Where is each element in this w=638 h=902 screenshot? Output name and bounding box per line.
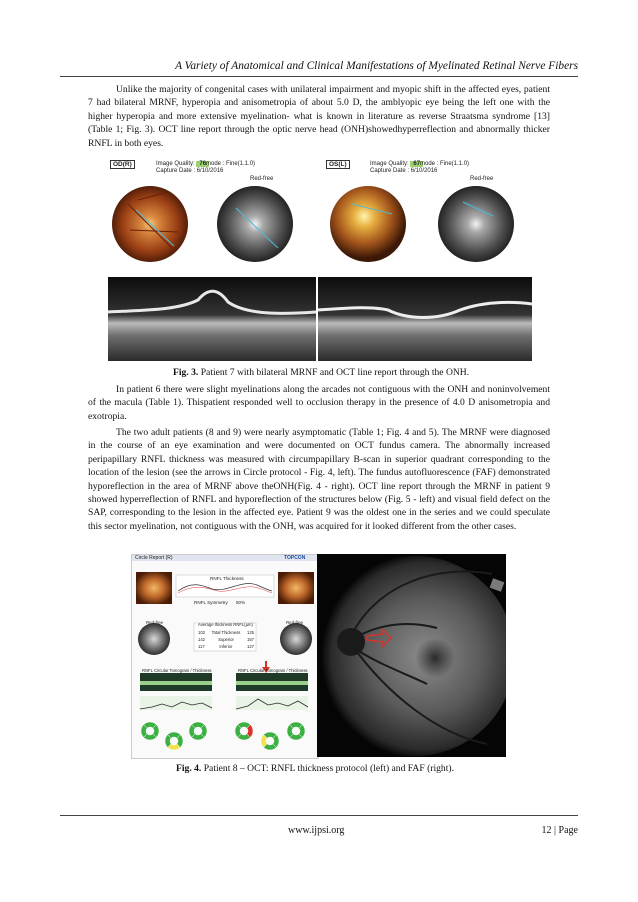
paragraph-2: In patient 6 there were slight myelinations along the arcades not contiguous with the ONH and noninvolvement of the macula (Table 1). Thispatient responded well to occlusion therapy in the presence of 4.0 D anisometropia and exotropia. xyxy=(88,384,550,422)
fig3-right-redfree: Red-free xyxy=(470,176,494,182)
fig4-circular-right: RNFL Circular Tomogram / Thickness xyxy=(238,668,308,673)
fig3-left-eye-label: OD(R) xyxy=(110,161,135,169)
fig3-right-eye-label: OS(L) xyxy=(326,161,350,169)
fig3-left-quality: Image Quality: 76 xyxy=(156,161,209,168)
avg-table-sector: Inferior xyxy=(219,644,233,649)
avg-table-row xyxy=(198,643,254,650)
footer-rule xyxy=(60,815,578,816)
avg-table-value: 125 xyxy=(246,630,254,635)
fig3-left-redfree: Red-free xyxy=(250,176,274,182)
fig4-redfree-left: Red-free xyxy=(146,620,164,625)
paragraph-1: Unlike the majority of congenital cases with unilateral impairment and myopic shift in the affected eyes, patient 7 had bilateral MRNF, hyperopia and anisometropia of about 5.0 D, the amblyopic eye being the left one with the higher hyperopia and more extensive myelination- what is known in literature as reverse Straatsma syndrome [13] (Table 1; Fig. 3). OCT line report through the optic nerve head (ONH)showedhyperreflection and abnormally thicker RNFL in both eyes. xyxy=(88,84,550,149)
avg-table-value: 157 xyxy=(246,637,254,642)
figure-4-faf-graphic xyxy=(317,554,506,757)
fig4-circular-left: RNFL Circular Tomogram / Thickness xyxy=(142,668,212,673)
fig4-caption: Fig. 4. Patient 8 – OCT: RNFL thickness protocol (left) and FAF (right). xyxy=(176,763,454,774)
avg-table-sector: Superior xyxy=(218,637,234,642)
fig4-symmetry-value: 50% xyxy=(236,600,246,605)
avg-table-value: 127 xyxy=(246,644,254,649)
avg-table-value: 117 xyxy=(198,644,205,649)
header-rule xyxy=(60,76,578,77)
fig3-right-mode: mode : Fine(1.1.0) xyxy=(420,161,470,167)
paragraph-3: The two adult patients (8 and 9) were nearly asymptomatic (Table 1; Fig. 4 and 5). The MRNF were diagnosed in the course of an eye examination and were documented on OCT fundus camera. The abnormally increased peripapillary RNFL thickness was measured with circumpapillary B-scan in superior quadrant corresponding to the location of the lesion (see the arrows in Circle protocol - Fig. 4, left). The fundus autofluorescence (FAF) demonstrated hyporeflection in the area of MRNF above theONH(Fig. 4 - right). OCT line report through the MRNF in patient 9 showed hyperreflection of RNFL and hyporeflection of the structures below (Fig. 5 - left) and visual field defect on the SAP, corresponding to the lesion in the affected eye. Patient 9 was the oldest one in the series and we could speculate this sector myelination, not contiguous with the ONH, was acquired for it looked different from the other cases. xyxy=(88,427,550,532)
fig3-right-capture: Capture Date : 6/10/2016 xyxy=(370,168,438,174)
figure-3-graphic xyxy=(108,160,532,361)
fig4-redfree-right: Red-free xyxy=(286,620,304,625)
avg-table-row xyxy=(198,629,254,636)
fig3-right-quality: Image Quality: 67 xyxy=(370,161,423,168)
fig4-avg-table xyxy=(198,629,254,650)
fig3-caption: Fig. 3. Patient 7 with bilateral MRNF and OCT line report through the ONH. xyxy=(173,367,470,378)
figure-4-oct-report xyxy=(131,554,319,759)
figure-4-faf xyxy=(317,554,506,757)
fig4-rnfl-label: RNFL Thickness xyxy=(210,576,244,581)
fig4-symmetry-label: RNFL Symmetry xyxy=(194,600,228,605)
fig3-left-mode: mode : Fine(1.1.0) xyxy=(206,161,256,167)
footer-page: 12 | Page xyxy=(541,825,578,836)
avg-table-sector: Total Thickness xyxy=(211,630,241,635)
figure-3 xyxy=(108,160,532,361)
fig4-brand: TOPCON xyxy=(284,555,306,561)
fig4-report-title: Circle Report (R) xyxy=(135,555,173,561)
avg-table-row xyxy=(198,636,254,643)
avg-table-value: 142 xyxy=(198,637,205,642)
fig4-avg-label: Average thickness RNFL(µm) xyxy=(198,622,253,627)
fig3-left-capture: Capture Date : 6/10/2016 xyxy=(156,168,224,174)
figure-4-oct-graphic xyxy=(132,555,318,758)
avg-table-value: 102 xyxy=(198,630,205,635)
footer-url: www.ijpsi.org xyxy=(288,825,345,836)
running-title: A Variety of Anatomical and Clinical Manifestations of Myelinated Retinal Nerve Fibers xyxy=(175,60,578,72)
